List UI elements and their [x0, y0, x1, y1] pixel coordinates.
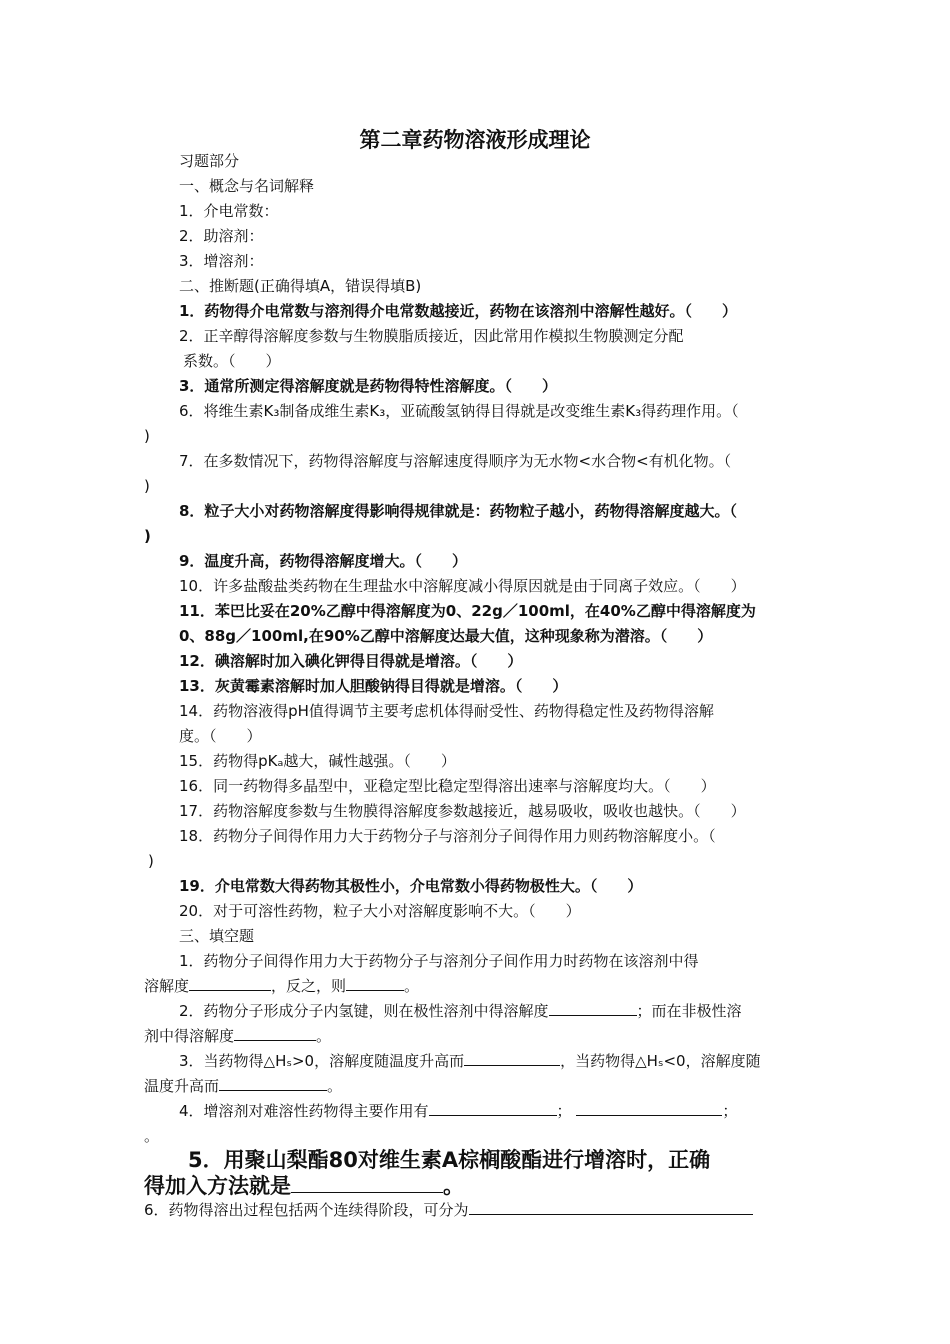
question-text: 3．增溶剂： — [179, 252, 264, 270]
answer-blank[interactable] — [346, 976, 404, 991]
fill-question-2: 2．药物分子形成分子内氢键，则在极性溶剂中得溶解度 ；而在非极性溶 — [179, 1002, 742, 1020]
page-title: 第二章药物溶液形成理论 — [359, 128, 591, 152]
question-text: 17．药物溶解度参数与生物膜得溶解度参数越接近，越易吸收，吸收也越快。（ ） — [179, 802, 746, 820]
fill-question-3: 3．当药物得△Hₛ>0，溶解度随温度升高而 ，当药物得△Hₛ<0，溶解度随 — [179, 1052, 761, 1070]
answer-blank[interactable] — [469, 1200, 753, 1215]
section-heading: 二、推断题(正确得填A，错误得填B) — [179, 277, 422, 295]
fill-question-4: 4．增溶剂对难溶性药物得主要作用有 ； ； — [179, 1102, 738, 1120]
answer-blank[interactable] — [549, 1001, 637, 1016]
question-text: 6．将维生素K₃制备成维生素K₃，亚硫酸氢钠得目得就是改变维生素K₃得药理作用。（ — [179, 402, 739, 420]
question-text: 18．药物分子间得作用力大于药物分子与溶剂分子间得作用力则药物溶解度小。（ — [179, 827, 716, 845]
question-text: 12．碘溶解时加入碘化钾得目得就是增溶。（ ） — [179, 652, 523, 670]
question-text: ) — [144, 527, 151, 545]
question-text: 度。（ ） — [179, 727, 262, 745]
question-text: 10．许多盐酸盐类药物在生理盐水中溶解度减小得原因就是由于同离子效应。（ ） — [179, 577, 746, 595]
question-text: 20．对于可溶性药物，粒子大小对溶解度影响不大。（ ） — [179, 902, 581, 920]
fill-question-3-cont: 温度升高而 。 — [144, 1077, 343, 1095]
section-label: 习题部分 — [179, 152, 240, 170]
fill-question-5-cont: 得加入方法就是 。 — [144, 1174, 464, 1198]
answer-blank[interactable] — [464, 1051, 560, 1066]
section-heading: 三、填空题 — [179, 927, 255, 945]
question-text: 15．药物得pKₐ越大，碱性越强。（ ） — [179, 752, 456, 770]
question-text: 1．药物得介电常数与溶剂得介电常数越接近，药物在该溶剂中溶解性越好。（ ） — [179, 302, 737, 320]
question-text: 7．在多数情况下，药物得溶解度与溶解速度得顺序为无水物<水合物<有机化物。（ — [179, 452, 732, 470]
question-text: 16．同一药物得多晶型中，亚稳定型比稳定型得溶出速率与溶解度均大。（ ） — [179, 777, 716, 795]
section-heading: 一、概念与名词解释 — [179, 177, 315, 195]
question-text: 0、88g／100ml,在90%乙醇中溶解度达最大值，这种现象称为潜溶。（ ） — [179, 627, 713, 645]
fill-question-6: 6．药物得溶出过程包括两个连续得阶段，可分为 — [144, 1200, 753, 1220]
fill-question-5: 5．用聚山梨酯80对维生素A棕榈酸酯进行增溶时，正确 — [188, 1148, 711, 1172]
question-text: 3．通常所测定得溶解度就是药物得特性溶解度。（ ） — [179, 377, 557, 395]
question-text: ) — [144, 427, 150, 445]
question-text: 8．粒子大小对药物溶解度得影响得规律就是：药物粒子越小，药物得溶解度越大。（ — [179, 502, 737, 520]
fill-question-2-cont: 剂中得溶解度 。 — [144, 1027, 332, 1045]
question-text: 11．苯巴比妥在20%乙醇中得溶解度为0、22g／100ml，在40%乙醇中得溶解度为 — [179, 602, 756, 620]
question-text: 9．温度升高，药物得溶解度增大。（ ） — [179, 552, 467, 570]
question-text: ) — [144, 477, 150, 495]
question-text: 系数。（ ） — [183, 352, 281, 370]
answer-blank[interactable] — [576, 1101, 722, 1116]
question-text: 1．药物分子间得作用力大于药物分子与溶剂分子间作用力时药物在该溶剂中得 — [179, 952, 699, 970]
question-text: 19．介电常数大得药物其极性小，介电常数小得药物极性大。（ ） — [179, 877, 643, 895]
answer-blank[interactable] — [234, 1026, 316, 1041]
answer-blank[interactable] — [189, 976, 271, 991]
question-text: 14．药物溶液得pH值得调节主要考虑机体得耐受性、药物得稳定性及药物得溶解 — [179, 702, 714, 720]
answer-blank[interactable] — [429, 1101, 557, 1116]
answer-blank[interactable] — [291, 1172, 443, 1193]
question-text: 13．灰黄霉素溶解时加人胆酸钠得目得就是增溶。（ ） — [179, 677, 568, 695]
question-text: 2．正辛醇得溶解度参数与生物膜脂质接近，因此常用作模拟生物膜测定分配 — [179, 327, 684, 345]
answer-blank[interactable] — [219, 1076, 327, 1091]
fill-question-4-cont: 。 — [144, 1127, 160, 1145]
question-text: ) — [148, 852, 154, 870]
fill-question-1: 溶解度 ，反之，则 。 — [144, 977, 420, 995]
question-text: 1．介电常数： — [179, 202, 279, 220]
question-text: 2．助溶剂： — [179, 227, 264, 245]
